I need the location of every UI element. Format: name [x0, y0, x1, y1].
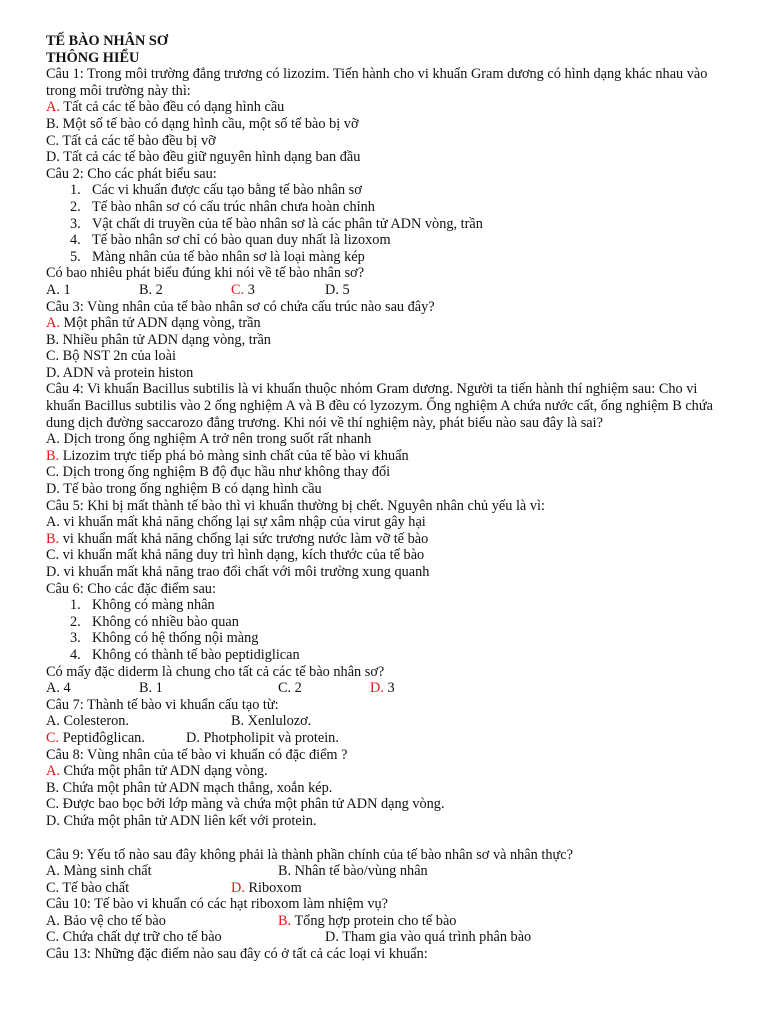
- q1-option-b: B. Một số tế bào có dạng hình cầu, một số tế bào bị vỡ: [46, 115, 359, 132]
- q6-feature: 2. Không có nhiều bào quan: [70, 613, 239, 630]
- q6-option-b: B. 1: [139, 680, 163, 697]
- q1-option-d: D. Tất cả các tế bào đều giữ nguyên hình dạng ban đầu: [46, 149, 361, 166]
- q2-option-b: B. 2: [139, 281, 163, 298]
- q10-option-c: C. Chứa chất dự trữ cho tế bào: [46, 929, 222, 946]
- q7-options-row2: [46, 730, 728, 747]
- question-6: Câu 6: Cho các đặc điểm sau:: [46, 580, 216, 597]
- question-3: Câu 3: Vùng nhân của tế bào nhân sơ có chứa cấu trúc nào sau đây?: [46, 298, 435, 315]
- q5-option-c: C. vi khuẩn mất khả năng duy trì hình dạng, kích thước của tế bào: [46, 547, 425, 564]
- q2-option-c: C. 3: [231, 281, 255, 298]
- q6-option-a: A. 4: [46, 680, 71, 697]
- q4-option-c: C. Dịch trong ống nghiệm B độ đục hầu như không thay đổi: [46, 464, 391, 481]
- q10-option-d: D. Tham gia vào quá trình phân bào: [325, 929, 532, 946]
- q6-option-d: D. 3: [370, 680, 395, 697]
- question-7: Câu 7: Thành tế bào vi khuẩn cấu tạo từ:: [46, 696, 279, 713]
- q7-option-d: D. Photpholipit và protein.: [186, 729, 339, 746]
- q10-option-b: B. Tổng hợp protein cho tế bào: [278, 912, 457, 929]
- question-8: Câu 8: Vùng nhân của tế bào vi khuẩn có đặc điểm ?: [46, 746, 348, 763]
- question-13: Câu 13: Những đặc điểm nào sau đây có ở tất cả các loại vi khuẩn:: [46, 946, 428, 963]
- q2-option-d: D. 5: [325, 281, 350, 298]
- q4-option-b: B. Lizozim trực tiếp phá bỏ màng sinh chất của tế bào vi khuẩn: [46, 447, 409, 464]
- q6-option-c: C. 2: [278, 680, 302, 697]
- q3-option-d: D. ADN và protein histon: [46, 364, 194, 381]
- q3-option-b: B. Nhiều phân tử ADN dạng vòng, trần: [46, 331, 271, 348]
- q2-option-a: A. 1: [46, 281, 71, 298]
- question-10: Câu 10: Tế bào vi khuẩn có các hạt riboxom làm nhiệm vụ?: [46, 896, 388, 913]
- q2-statement: 2. Tế bào nhân sơ có cấu trúc nhân chưa hoàn chỉnh: [70, 198, 375, 215]
- q8-option-d: D. Chứa một phân tử ADN liên kết với protein.: [46, 812, 317, 829]
- blank-line: [46, 830, 728, 847]
- q9-option-d: D. Riboxom: [231, 879, 302, 896]
- q5-option-d: D. vi khuẩn mất khả năng trao đổi chất với môi trường xung quanh: [46, 564, 430, 580]
- q8-option-b: B. Chứa một phân tử ADN mạch thẳng, xoắn kép.: [46, 779, 333, 796]
- question-5: Câu 5: Khi bị mất thành tế bào thì vi khuẩn thường bị chết. Nguyên nhân chủ yếu là vì:: [46, 497, 545, 514]
- q2-statement: 4. Tế bào nhân sơ chỉ có bào quan duy nhất là lizoxom: [70, 232, 391, 249]
- q2-statement: 1. Các vi khuẩn được cấu tạo bằng tế bào nhân sơ: [70, 182, 362, 199]
- q6-ask: Có mấy đặc diderm là chung cho tất cả các tế bào nhân sơ?: [46, 663, 385, 680]
- question-1: Câu 1: Trong môi trường đẳng trương có lizozim. Tiến hành cho vi khuẩn Gram dương có hình dạng khác nhau vào trong môi trường này thì:: [46, 66, 708, 99]
- q6-feature: 3. Không có hệ thống nội màng: [70, 630, 259, 647]
- q9-option-c: C. Tế bào chất: [46, 879, 130, 896]
- q9-options-row2: [46, 880, 728, 897]
- q10-options-row1: [46, 913, 728, 930]
- q6-feature: 1. Không có màng nhân: [70, 597, 215, 614]
- question-4: Câu 4: Vi khuẩn Bacillus subtilis là vi khuẩn thuộc nhóm Gram dương. Người ta tiến hành thí nghiệm sau: Cho vi khuẩn Bacillus subtilis vào 2 ống nghiệm A và B đều có lyzozym. Ống nghiệm A chứa nước cất, ống nghiệm B chứa dung dịch đường saccarozo đẳng trương. Khi nói về thí nghiệm này, phát biểu nào sau đây là sai?: [46, 381, 713, 431]
- q8-option-a: A. Chứa một phân tử ADN dạng vòng.: [46, 763, 268, 780]
- option-text: Tất cả các tế bào đều có dạng hình cầu: [59, 99, 285, 116]
- q5-option-a: A. vi khuẩn mất khả năng chống lại sự xâm nhập của virut gây hại: [46, 514, 426, 531]
- q3-option-a: A. Một phân tử ADN dạng vòng, trần: [46, 315, 261, 332]
- q7-option-b: B. Xenlulozơ.: [231, 713, 312, 730]
- q1-option-c: C. Tất cả các tế bào đều bị vỡ: [46, 132, 216, 149]
- question-9: Câu 9: Yếu tố nào sau đây không phải là thành phần chính của tế bào nhân sơ và nhân thực?: [46, 846, 573, 863]
- q6-options: [46, 680, 728, 697]
- answer-letter: A.: [46, 99, 60, 116]
- doc-subtitle: THÔNG HIỂU: [46, 49, 140, 66]
- q2-ask: Có bao nhiêu phát biểu đúng khi nói về tế bào nhân sơ?: [46, 265, 365, 282]
- q4-option-d: D. Tế bào trong ống nghiệm B có dạng hình cầu: [46, 481, 322, 498]
- q6-feature: 4. Không có thành tế bào peptidiglican: [70, 646, 300, 663]
- q3-option-c: C. Bộ NST 2n của loài: [46, 348, 176, 365]
- q5-option-b: B. vi khuẩn mất khả năng chống lại sức trương nước làm vỡ tế bào: [46, 530, 429, 547]
- q8-option-c: C. Được bao bọc bởi lớp màng và chứa một phân tử ADN dạng vòng.: [46, 796, 445, 813]
- q7-options-row1: [46, 713, 728, 730]
- q2-options: [46, 282, 728, 299]
- q1-option-a: [46, 99, 728, 116]
- q9-option-a: A. Màng sinh chất: [46, 863, 152, 880]
- q2-statement: 5. Màng nhân của tế bào nhân sơ là loại màng kép: [70, 248, 365, 265]
- question-2: Câu 2: Cho các phát biểu sau:: [46, 165, 217, 182]
- q10-option-a: A. Bảo vệ cho tế bào: [46, 912, 166, 929]
- q2-statement: 3. Vật chất di truyền của tế bào nhân sơ là các phân tử ADN vòng, trần: [70, 215, 483, 232]
- q7-option-c: C. Peptiđôglican.: [46, 729, 145, 746]
- q7-option-a: A. Colesteron.: [46, 713, 129, 730]
- q9-options-row1: [46, 863, 728, 880]
- doc-title: TẾ BÀO NHÂN SƠ: [46, 33, 168, 49]
- q10-options-row2: [46, 929, 728, 946]
- q4-option-a: A. Dịch trong ống nghiệm A trở nên trong suốt rất nhanh: [46, 431, 372, 448]
- q9-option-b: B. Nhân tế bào/vùng nhân: [278, 863, 428, 880]
